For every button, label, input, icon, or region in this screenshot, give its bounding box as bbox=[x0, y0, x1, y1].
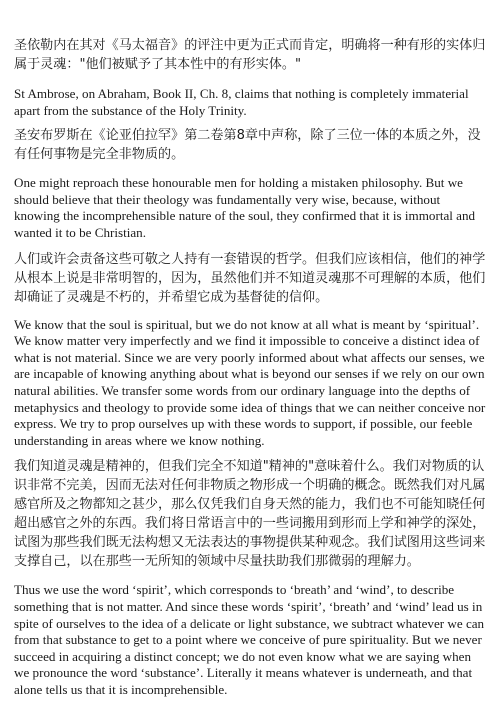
paragraph-chinese-1: 圣依勒内在其对《马太福音》的评注中更为正式而肯定，明确将一种有形的实体归属于灵魂："他们被赋予了其本性中的有形实体。" bbox=[14, 38, 486, 72]
paragraph-english-2: One might reproach these honourable men for holding a mistaken philosophy. But we should believe that their theology was fundamentally very wise, because, without knowing the incomprehensible nature of the soul, they confirmed that it is immortal and wanted it to be Christian. bbox=[14, 175, 476, 240]
paragraph-chinese-2: 圣安布罗斯在《论亚伯拉罕》第二卷第8章中声称，除了三位一体的本质之外，没有任何事物是完全非物质的。 bbox=[14, 128, 481, 163]
paragraph-chinese-4: 我们知道灵魂是精神的，但我们完全不知道"精神的"意味着什么。我们对物质的认识非常不完美，因而无法对任何非物质之物形成一个明确的概念。既然我们对凡属感官所及之物都知之甚少，那么仅凭我们自身天然的能力，我们也不可能知晓任何超出感官之外的东西。我们将日常语言中的一些词搬用到形而上学和神学的深处，试图为那些我们既无法构想又无法表达的事物提供某种观念。我们试图用这些词来支撑自己，以在那些一无所知的领域中尽量扶助我们那微弱的理解力。 bbox=[14, 459, 486, 570]
paragraph-chinese-3: 人们或许会责备这些可敬之人持有一套错误的哲学。但我们应该相信，他们的神学从根本上说是非常明智的，因为，虽然他们并不知道灵魂那不可理解的本质，他们却确证了灵魂是不朽的，并希望它成为基督徒的信仰。 bbox=[14, 251, 486, 305]
paragraph-english-1: St Ambrose, on Abraham, Book II, Ch. 8, claims that nothing is completely immaterial apart from the substance of the Holy Trinity. bbox=[14, 86, 469, 118]
paragraph-english-4: Thus we use the word ‘spirit’, which corresponds to ‘breath’ and ‘wind’, to describe something that is not matter. And since these words ‘spirit’, ‘breath’ and ‘wind’ lead us in spite of ourselves to the idea of a delicate or light substance, we subtract whatever we can from that substance to get to a point where we conceive of pure spirituality. But we never succeed in acquiring a distinct concept; we do not even know what we are saying when we pronounce the word ‘substance’. Literally it means whatever is underneath, and that alone tells us that it is incomprehensible. bbox=[14, 582, 485, 697]
paragraph-english-3: We know that the soul is spiritual, but we do not know at all what is meant by ‘spiritual’. We know matter very imperfectly and we find it impossible to conceive a distinct idea of what is not material. Since we are very poorly informed about what affects our senses, we are incapable of knowing anything about what is beyond our senses if we rely on our own natural abilities. We transfer some words from our ordinary language into the depths of metaphysics and theology to provide some idea of things that we can neither conceive nor express. We try to prop ourselves up with these words to support, if possible, our feeble understanding in areas where we know nothing. bbox=[14, 316, 486, 448]
